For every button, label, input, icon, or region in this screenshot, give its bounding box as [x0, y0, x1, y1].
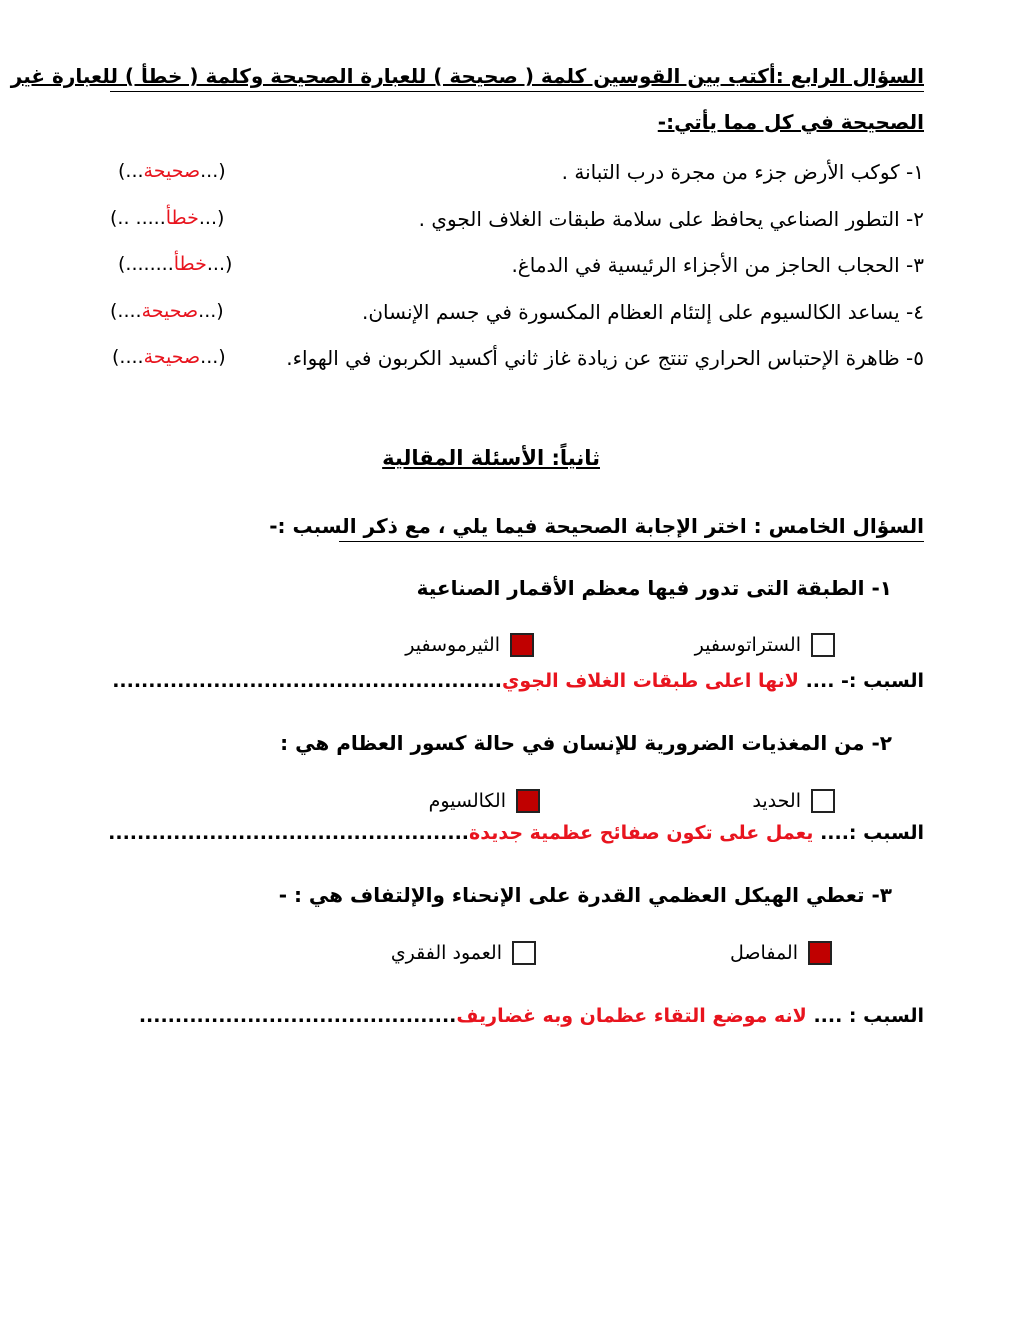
q4-statement-2: ٢- التطور الصناعي يحافظ على سلامة طبقات الغلاف الجوي . [418, 207, 924, 231]
q4-answer-5: (...صحيحة....) [112, 346, 226, 368]
q5-q3-option-a[interactable]: المفاصل [730, 941, 832, 965]
q4-statement-1: ١- كوكب الأرض جزء من مجرة درب التبانة . [561, 160, 924, 184]
q5-question-3: ٣- تعطي الهيكل العظمي القدرة على الإنحناء والإلتفاف هي : - [278, 883, 892, 907]
q5-header: السؤال الخامس : اختر الإجابة الصحيحة فيما يلي ، مع ذكر السبب :- [339, 514, 924, 542]
checkbox-empty[interactable] [811, 789, 835, 813]
q4-statement-5: ٥- ظاهرة الإحتباس الحراري تنتج عن زيادة غاز ثاني أكسيد الكربون في الهواء. [286, 346, 924, 370]
q5-q1-reason: السبب :- .... لانها اعلى طبقات الغلاف الجوي...................................................... [112, 670, 924, 692]
checkbox-empty[interactable] [811, 633, 835, 657]
q5-q2-reason: السبب :.... يعمل على تكون صفائح عظمية جديدة.................................................. [108, 822, 924, 844]
q4-answer-4: (...صحيحة....) [110, 300, 224, 322]
q5-q1-option-b[interactable]: الثيرموسفير [405, 633, 534, 657]
q5-q2-option-a[interactable]: الحديد [752, 789, 835, 813]
q5-q2-option-b[interactable]: الكالسيوم [429, 789, 540, 813]
checkbox-empty[interactable] [512, 941, 536, 965]
checkbox-checked[interactable] [808, 941, 832, 965]
q4-statement-4: ٤- يساعد الكالسيوم على إلتئام العظام المكسورة في جسم الإنسان. [361, 300, 924, 324]
q5-q3-reason: السبب : .... لانه موضع التقاء عظمان وبه غضاريف............................................ [138, 1005, 924, 1027]
q5-question-2: ٢- من المغذيات الضرورية للإنسان في حالة كسور العظام هي : [280, 731, 892, 755]
q5-q1-option-a[interactable]: الستراتوسفير [695, 633, 835, 657]
q4-header-line2: الصحيحة في كل مما يأتي:- [657, 110, 924, 134]
q5-q3-option-b[interactable]: العمود الفقري [391, 941, 536, 965]
q4-answer-3: (...خطأ........) [118, 253, 233, 275]
checkbox-checked[interactable] [516, 789, 540, 813]
q4-answer-1: (...صحيحة...) [118, 160, 226, 182]
q4-statement-3: ٣- الحجاب الحاجز من الأجزاء الرئيسية في الدماغ. [511, 253, 924, 277]
q4-header-line1: السؤال الرابع :أكتب بين القوسين كلمة ( صحيحة ) للعبارة الصحيحة وكلمة ( خطأ ) للعبارة غير [10, 64, 924, 88]
q5-question-1: ١- الطبقة التى تدور فيها معظم الأقمار الصناعية [416, 576, 892, 600]
checkbox-checked[interactable] [510, 633, 534, 657]
q4-answer-2: (...خطأ..... ..) [110, 207, 225, 229]
section-title: ثانياً: الأسئلة المقالية [382, 446, 600, 470]
